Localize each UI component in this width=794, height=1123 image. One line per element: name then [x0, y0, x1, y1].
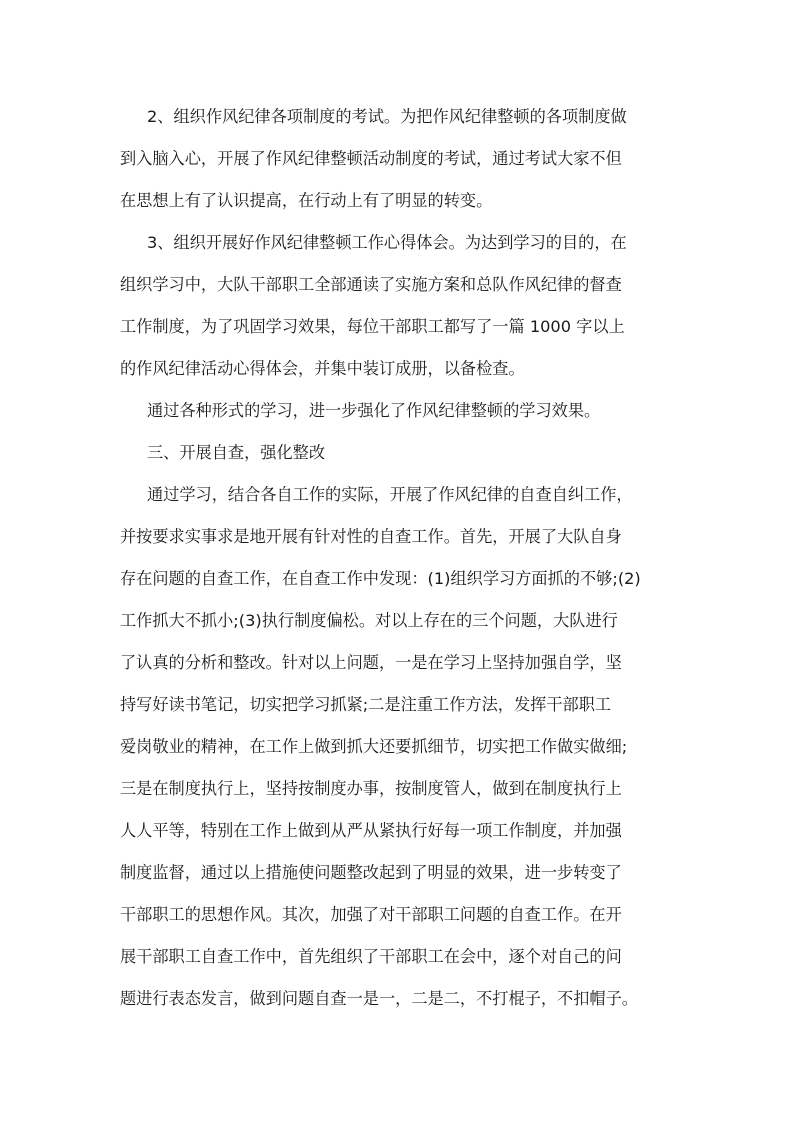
paragraph-line: 三是在制度执行上，坚持按制度办事，按制度管人，做到在制度执行上 [120, 779, 622, 798]
paragraph-line: 制度监督，通过以上措施使问题整改起到了明显的效果，进一步转变了 [120, 863, 622, 882]
paragraph-line: 持写好读书笔记，切实把学习抓紧;二是注重工作方法，发挥干部职工 [120, 695, 612, 714]
paragraph-line: 展干部职工自查工作中，首先组织了干部职工在会中，逐个对自己的问 [120, 947, 622, 966]
paragraph-line: 干部职工的思想作风。其次，加强了对干部职工问题的自查工作。在开 [120, 905, 622, 924]
paragraph-line: 2、组织作风纪律各项制度的考试。为把作风纪律整顿的各项制度做 [147, 107, 627, 126]
paragraph-line: 3、组织开展好作风纪律整顿工作心得体会。为达到学习的目的，在 [147, 233, 627, 252]
paragraph-line: 题进行表态发言，做到问题自查一是一，二是二，不打棍子，不扣帽子。 [120, 989, 638, 1008]
paragraph-line: 人人平等，特别在工作上做到从严从紧执行好每一项工作制度，并加强 [120, 821, 622, 840]
section-heading: 三、开展自查，强化整改 [147, 443, 326, 462]
paragraph-line: 通过各种形式的学习，进一步强化了作风纪律整顿的学习效果。 [147, 401, 601, 420]
paragraph-line: 在思想上有了认识提高，在行动上有了明显的转变。 [120, 191, 493, 210]
paragraph-line: 到入脑入心，开展了作风纪律整顿活动制度的考试，通过考试大家不但 [120, 149, 622, 168]
paragraph-line: 工作制度，为了巩固学习效果，每位干部职工都写了一篇 1000 字以上 [120, 317, 625, 336]
paragraph-line: 组织学习中，大队干部职工全部通读了实施方案和总队作风纪律的督查 [120, 275, 622, 294]
paragraph-line: 的作风纪律活动心得体会，并集中装订成册，以备检查。 [120, 359, 525, 378]
paragraph-line: 爱岗敬业的精神，在工作上做到抓大还要抓细节，切实把工作做实做细; [120, 737, 628, 756]
paragraph-line: 了认真的分析和整改。针对以上问题，一是在学习上坚持加强自学，坚 [120, 653, 622, 672]
paragraph-line: 并按要求实事求是地开展有针对性的自查工作。首先，开展了大队自身 [120, 527, 622, 546]
paragraph-line: 存在问题的自查工作，在自查工作中发现：(1)组织学习方面抓的不够;(2) [120, 569, 641, 588]
paragraph-line: 通过学习，结合各自工作的实际，开展了作风纪律的自查自纠工作， [147, 485, 633, 504]
paragraph-line: 工作抓大不抓小;(3)执行制度偏松。对以上存在的三个问题，大队进行 [120, 611, 618, 630]
